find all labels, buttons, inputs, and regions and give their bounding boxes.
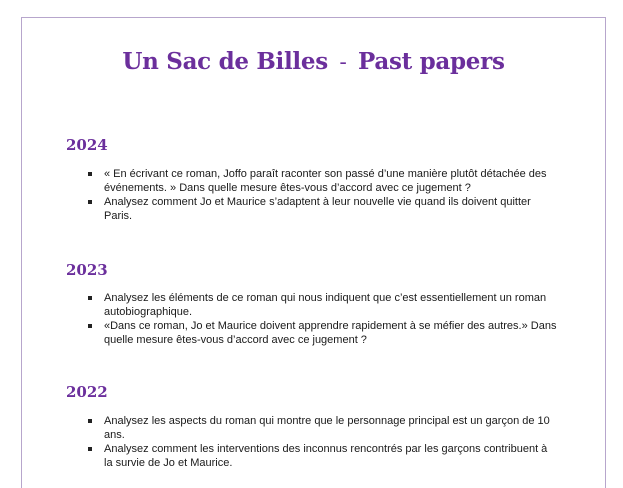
question-item: Analysez les aspects du roman qui montre que le personnage principal est un garçon de 10 ans. [88,414,558,442]
question-item: Analysez les éléments de ce roman qui nous indiquent que c’est essentiellement un roman autobiographique. [88,291,558,319]
year-heading-2022: 2022 [66,383,108,401]
year-heading-2023: 2023 [66,261,108,279]
question-list-2024 [88,167,558,223]
year-heading-2024: 2024 [66,136,108,154]
question-item: «Dans ce roman, Jo et Maurice doivent apprendre rapidement à se méfier des autres.» Dans quelle mesure êtes-vous d’accord avec ce jugement ? [88,319,558,347]
question-item: Analysez comment les interventions des inconnus rencontrés par les garçons contribuent à la survie de Jo et Maurice. [88,442,558,470]
question-item: « En écrivant ce roman, Joffo paraît raconter son passé d’une manière plutôt détachée des événements. » Dans quelle mesure êtes-vous d’accord avec ce jugement ? [88,167,558,195]
document-page [21,17,606,488]
page-title [22,48,605,75]
title-sub: Past papers [357,48,505,75]
title-dash: – [339,55,347,71]
title-main: Un Sac de Billes [122,48,328,75]
question-list-2023 [88,291,558,347]
question-item: Analysez comment Jo et Maurice s’adaptent à leur nouvelle vie quand ils doivent quitter Paris. [88,195,558,223]
question-list-2022 [88,414,558,470]
